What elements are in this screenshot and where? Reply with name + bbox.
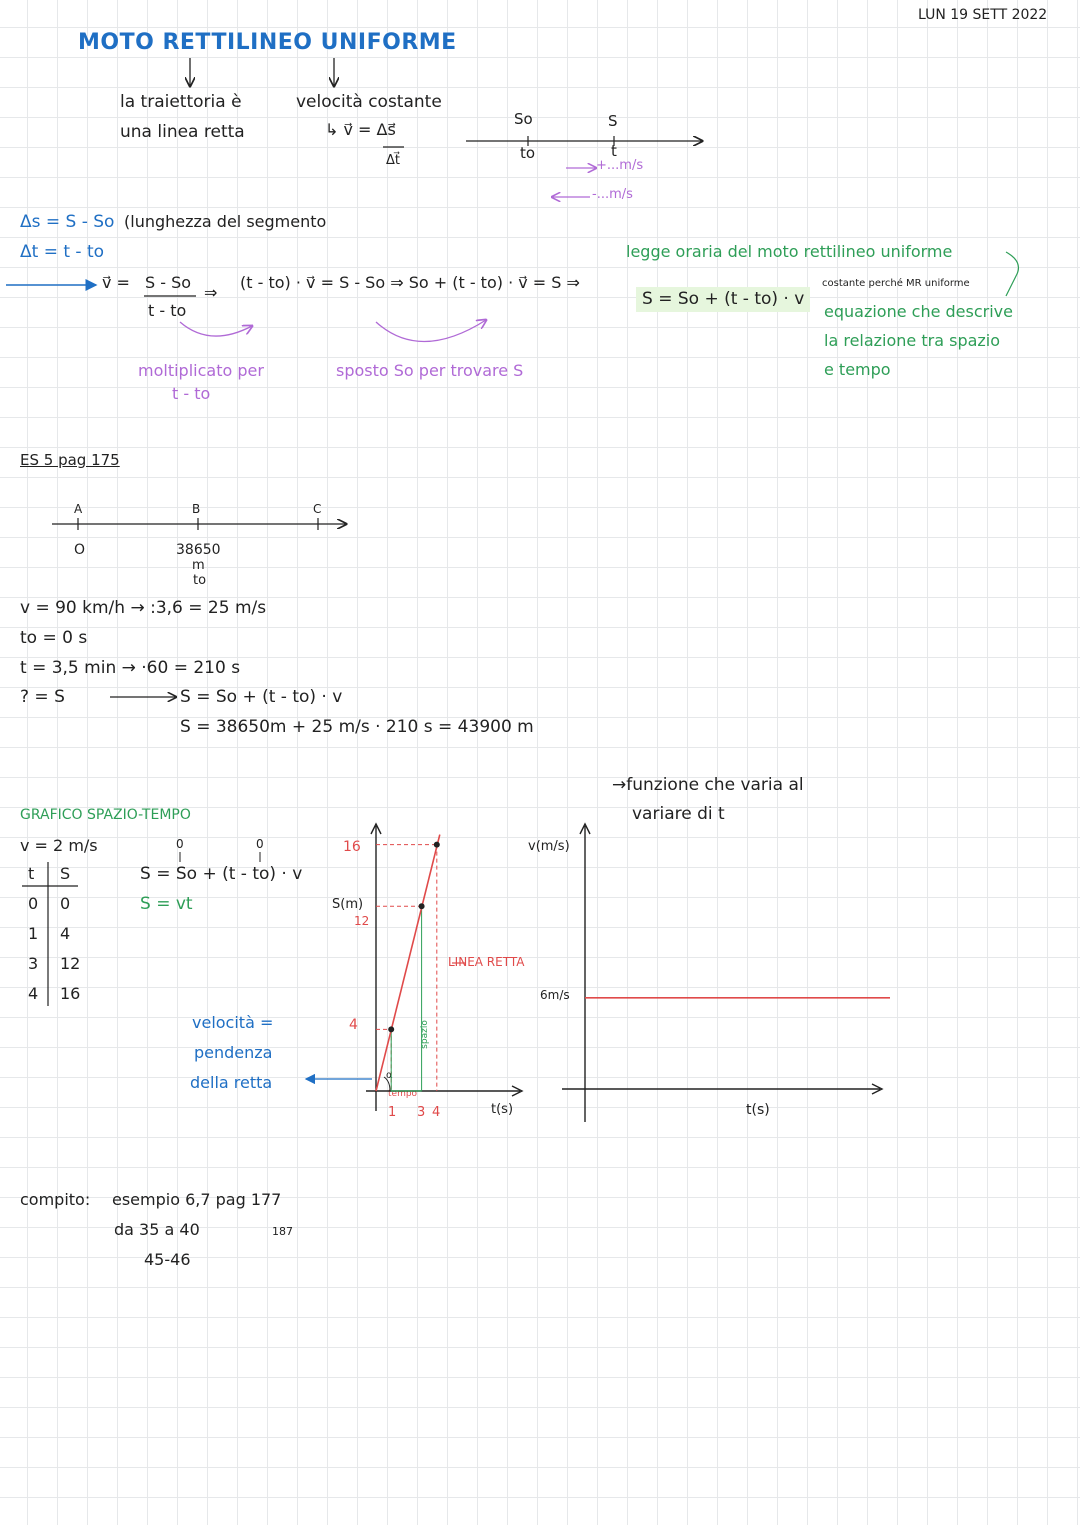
compito-line-2: da 35 a 40: [114, 1220, 200, 1239]
table-cell: 4: [28, 984, 39, 1003]
delta-s-formula: Δs = S - So: [20, 212, 115, 232]
grafico-formula-simplified: S = vt: [140, 894, 193, 914]
y-tick-12: 12: [354, 914, 370, 928]
table-cell: 3: [28, 954, 39, 973]
compito-label: compito:: [20, 1190, 91, 1209]
esercizio-line-2: to = 0 s: [20, 628, 88, 648]
chart2-x-label: t(s): [746, 1102, 770, 1118]
point-b-unit: m: [192, 558, 205, 573]
compito-line-2-page: 187: [272, 1225, 293, 1238]
point-a-label: A: [74, 502, 83, 516]
alpha-label: α: [386, 1070, 393, 1081]
date-label: LUN 19 SETT 2022: [918, 7, 1048, 23]
spazio-small-label: spazio: [419, 1020, 430, 1049]
legge-oraria-formula: S = So + (t - to) · v: [636, 287, 810, 312]
traiettoria-line-2: una linea retta: [120, 122, 245, 142]
y-tick-4: 4: [349, 1017, 358, 1033]
point-b-to: to: [193, 573, 207, 588]
compito-line-3: 45-46: [144, 1250, 191, 1269]
table-cell: 12: [60, 954, 81, 973]
chart2-y-tick: 6m/s: [540, 988, 570, 1002]
delta-s-note: (lunghezza del segmento: [124, 212, 327, 231]
formula-zero-2: 0: [256, 837, 264, 851]
esercizio-line-1: v = 90 km/h → :3,6 = 25 m/s: [20, 598, 267, 618]
grafico-title: GRAFICO SPAZIO-TEMPO: [20, 807, 191, 823]
velocity-numerator: S - So: [145, 273, 192, 292]
velocita-note-3: della retta: [190, 1073, 273, 1092]
chart1-y-label: S(m): [332, 897, 364, 912]
note-moltiplicato: moltiplicato per: [138, 361, 264, 380]
grafico-velocity: v = 2 m/s: [20, 836, 98, 855]
costante-note: costante perché MR uniforme: [822, 278, 970, 289]
point-a-value: O: [74, 542, 86, 558]
table-head-t: t: [28, 864, 35, 883]
positive-speed-label: +...m/s: [596, 158, 644, 173]
velocita-note-2: pendenza: [194, 1043, 273, 1062]
funzione-note-2: variare di t: [632, 804, 725, 824]
derivation-chain: (t - to) · v⃗ = S - So ⇒ So + (t - to) · v⃗ = S ⇒: [240, 273, 580, 292]
velocity-eq-label: v⃗ =: [102, 273, 130, 292]
grafico-formula: S = So + (t - to) · v: [140, 864, 303, 884]
esercizio-line-3: t = 3,5 min → ·60 = 210 s: [20, 658, 241, 678]
axis-so-label: So: [514, 110, 533, 128]
x-tick-3: 3: [417, 1105, 426, 1120]
tempo-small-label: tempo: [388, 1089, 418, 1099]
x-tick-1: 1: [388, 1105, 397, 1120]
point-c-label: C: [313, 502, 322, 516]
velocita-formula-den: Δt⃗: [386, 153, 400, 168]
negative-speed-label: -...m/s: [592, 187, 633, 202]
esercizio-title: ES 5 pag 175: [20, 451, 120, 469]
table-cell: 16: [60, 984, 81, 1003]
formula-zero-1: 0: [176, 837, 184, 851]
y-tick-16: 16: [343, 839, 361, 855]
table-cell: 0: [28, 894, 39, 913]
legge-oraria-title: legge oraria del moto rettilineo uniforme: [626, 242, 953, 261]
note-moltiplicato-factor: t - to: [172, 384, 211, 403]
velocita-formula: ↳ v⃗ = Δs⃗: [325, 120, 396, 139]
axis-s-label: S: [608, 112, 618, 130]
descrizione-line-1: equazione che descrive: [824, 302, 1013, 321]
funzione-note-1: →funzione che varia al: [612, 775, 804, 795]
table-cell: 1: [28, 924, 39, 943]
compito-line-1: esempio 6,7 pag 177: [112, 1190, 282, 1209]
linea-retta-annotation: LINEA RETTA: [448, 955, 525, 969]
esercizio-line-6: S = 38650m + 25 m/s · 210 s = 43900 m: [180, 717, 534, 737]
axis-t-label: t: [611, 142, 617, 160]
implies-arrow: ⇒: [204, 283, 218, 302]
point-b-value: 38650: [176, 542, 221, 558]
axis-to-label: to: [520, 144, 536, 162]
descrizione-line-3: e tempo: [824, 360, 891, 379]
velocity-denominator: t - to: [148, 301, 187, 320]
delta-t-formula: Δt = t - to: [20, 242, 105, 262]
velocita-note-1: velocità =: [192, 1013, 274, 1032]
traiettoria-line-1: la traiettoria è: [120, 92, 242, 112]
velocita-costante-label: velocità costante: [296, 92, 442, 112]
esercizio-line-4: ? = S: [20, 687, 65, 707]
table-cell: 0: [60, 894, 71, 913]
chart1-x-label: t(s): [491, 1102, 514, 1117]
esercizio-line-5: S = So + (t - to) · v: [180, 687, 343, 707]
point-b-label: B: [192, 502, 201, 516]
x-tick-4: 4: [432, 1105, 441, 1120]
descrizione-line-2: la relazione tra spazio: [824, 331, 1001, 350]
page-title: MOTO RETTILINEO UNIFORME: [78, 30, 457, 55]
table-head-s: S: [60, 864, 71, 883]
table-cell: 4: [60, 924, 71, 943]
note-sposto: sposto So per trovare S: [336, 361, 524, 380]
chart2-y-label: v(m/s): [528, 839, 570, 854]
